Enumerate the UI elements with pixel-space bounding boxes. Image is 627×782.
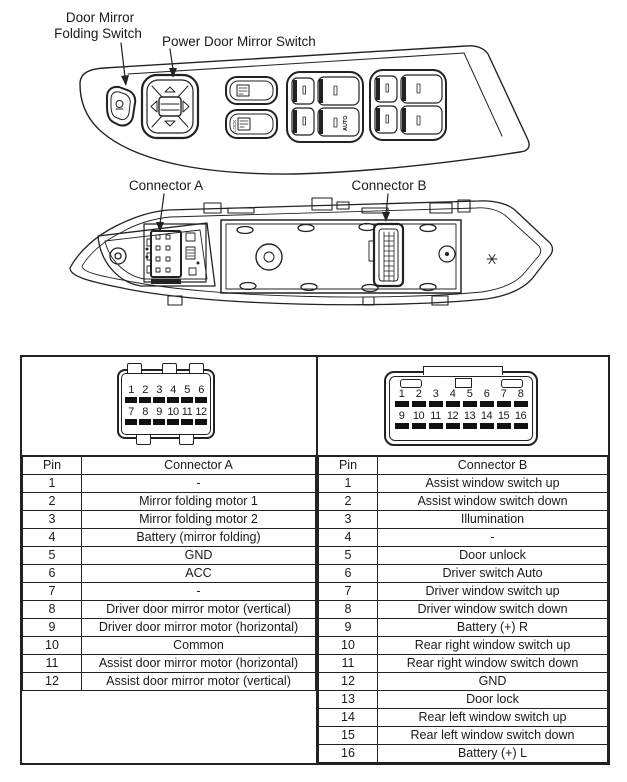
pinout-row <box>23 547 316 565</box>
pin-number-cell: 2 <box>319 493 378 511</box>
pin-contact <box>412 423 426 429</box>
pin-description-cell: Battery (mirror folding) <box>82 529 316 547</box>
pin-description-cell: Driver window switch up <box>378 583 608 601</box>
pinout-row <box>319 529 608 547</box>
pin-description-cell: Driver door mirror motor (vertical) <box>82 601 316 619</box>
pin-contact <box>463 401 477 407</box>
pin-number-cell: 1 <box>23 475 82 493</box>
panel-back-view-drawing <box>70 194 552 305</box>
pinout-row <box>23 601 316 619</box>
pin-contact <box>514 423 528 429</box>
pin-description-cell: Assist door mirror motor (vertical) <box>82 673 316 691</box>
pin-description-cell: Mirror folding motor 2 <box>82 511 316 529</box>
pin-contact <box>463 423 477 429</box>
pin-number: 2 <box>142 384 148 396</box>
pinout-row <box>319 691 608 709</box>
pin-number: 4 <box>449 388 456 400</box>
pin-contact <box>195 397 207 403</box>
connector-pin <box>512 410 529 432</box>
pin-contact <box>429 401 443 407</box>
pin-number: 7 <box>128 406 134 418</box>
pin-contact <box>153 419 165 425</box>
connector-pin <box>124 406 138 428</box>
pin-number: 13 <box>463 410 476 422</box>
pinout-row <box>319 493 608 511</box>
connector-pin <box>194 384 208 406</box>
pinout-row <box>23 673 316 691</box>
connector-slot <box>400 379 422 388</box>
label-folding-switch: Folding Switch <box>54 26 142 41</box>
connector-pin <box>152 406 166 428</box>
pin-number-cell: 10 <box>319 637 378 655</box>
connector-slot <box>455 378 472 388</box>
connector-pin <box>166 384 180 406</box>
pin-contact <box>125 419 137 425</box>
connector-pin <box>444 410 461 432</box>
connector-pin <box>180 384 194 406</box>
pinout-row <box>319 655 608 673</box>
connector-pin <box>478 410 495 432</box>
pinout-row <box>319 547 608 565</box>
pinout-row <box>23 475 316 493</box>
pin-number: 12 <box>195 406 207 418</box>
pin-description-cell: Assist window switch down <box>378 493 608 511</box>
connector-a-pin-diagram <box>117 369 215 439</box>
pinout-row <box>319 583 608 601</box>
connector-pin <box>138 406 152 428</box>
connector-pin <box>410 410 427 432</box>
pin-description-cell: Battery (+) L <box>378 745 608 763</box>
pin-description-cell: Mirror folding motor 1 <box>82 493 316 511</box>
connector-pin-row <box>123 406 209 428</box>
pin-description-cell: Door unlock <box>378 547 608 565</box>
pinout-row <box>319 475 608 493</box>
power-door-mirror-switch <box>142 75 198 138</box>
pin-number: 3 <box>156 384 162 396</box>
screw-mark <box>487 255 497 264</box>
pin-number: 5 <box>184 384 190 396</box>
pin-number-cell: 4 <box>23 529 82 547</box>
switch-panel-drawings <box>0 0 627 348</box>
pin-number-cell: 5 <box>23 547 82 565</box>
pin-contact <box>412 401 426 407</box>
pinout-section <box>20 355 610 765</box>
window-switch-group-1 <box>287 72 363 142</box>
panel-center-tray <box>221 220 461 293</box>
connector-tab <box>162 363 177 373</box>
connector-b-table <box>318 456 608 763</box>
folding-switch-arrowhead <box>121 75 129 86</box>
pin-number-cell: 16 <box>319 745 378 763</box>
mirror-icon <box>116 101 123 108</box>
pin-contact <box>395 401 409 407</box>
connector-tab <box>423 366 503 375</box>
connector-pin <box>461 410 478 432</box>
connector-pin-row <box>123 384 209 406</box>
pin-contact <box>497 401 511 407</box>
connector-pin <box>461 388 478 410</box>
connector-a-pin-diagram-cell <box>22 357 316 456</box>
up-arrow-icon <box>165 87 175 92</box>
pin-number-cell: 6 <box>23 565 82 583</box>
power-switch-arrow <box>170 49 173 69</box>
pinout-row <box>319 601 608 619</box>
connector-pin <box>180 406 194 428</box>
connector-a-column <box>22 357 318 763</box>
empty-cell <box>22 691 316 763</box>
connector-pin-row <box>390 410 532 432</box>
pin-number: 9 <box>398 410 405 422</box>
pin-number: 10 <box>412 410 425 422</box>
connector-pin <box>444 388 461 410</box>
connector-a-pins <box>123 384 209 428</box>
connector-a-arrow <box>160 194 164 224</box>
pinout-row <box>319 637 608 655</box>
connector-pin <box>166 406 180 428</box>
pin-number: 3 <box>432 388 439 400</box>
pin-number: 9 <box>156 406 162 418</box>
connector-slot <box>501 379 523 388</box>
pin-description-cell: GND <box>82 547 316 565</box>
pin-number: 14 <box>480 410 493 422</box>
pinout-row <box>23 511 316 529</box>
connector-b-drawing-back <box>369 224 403 286</box>
right-arrow-icon <box>183 101 189 112</box>
pin-number-cell: 13 <box>319 691 378 709</box>
connector-b-pin-diagram <box>384 371 538 446</box>
pin-description-cell: Door lock <box>378 691 608 709</box>
connector-tab <box>127 363 142 373</box>
auto-switch-label: AUTO <box>343 115 349 131</box>
pin-number: 4 <box>170 384 176 396</box>
pinout-row <box>319 727 608 745</box>
connector-pin <box>393 388 410 410</box>
window-switch-group-2 <box>370 70 446 140</box>
pin-number: 5 <box>466 388 473 400</box>
pin-description-cell: GND <box>378 673 608 691</box>
pin-number-cell: 7 <box>319 583 378 601</box>
pinout-row <box>23 565 316 583</box>
pin-number-cell: 9 <box>319 619 378 637</box>
pin-description-cell: Rear right window switch up <box>378 637 608 655</box>
left-arrow-icon <box>151 101 157 112</box>
connector-pin <box>194 406 208 428</box>
pin-number-cell: 8 <box>23 601 82 619</box>
pin-number-cell: 10 <box>23 637 82 655</box>
pin-contact <box>167 419 179 425</box>
pin-description-cell: - <box>378 529 608 547</box>
pinout-header-row <box>319 457 608 475</box>
pin-contact <box>125 397 137 403</box>
connector-tab <box>136 435 151 445</box>
pin-contact <box>195 419 207 425</box>
pin-number-cell: 6 <box>319 565 378 583</box>
folding-switch-arrow <box>121 43 125 77</box>
pin-contact <box>139 397 151 403</box>
pin-description-cell: Connector B <box>378 457 608 475</box>
connector-a-table <box>22 456 316 691</box>
label-connector-a: Connector A <box>128 178 204 193</box>
pin-contact <box>181 397 193 403</box>
pin-number-cell: 12 <box>23 673 82 691</box>
pin-number: 16 <box>514 410 527 422</box>
pin-number-cell: 3 <box>319 511 378 529</box>
connector-pin <box>478 388 495 410</box>
pin-contact <box>446 401 460 407</box>
pin-description-cell: - <box>82 475 316 493</box>
pin-number: 7 <box>500 388 507 400</box>
connector-b-pins <box>390 388 532 432</box>
pin-number: 15 <box>497 410 510 422</box>
connector-tab <box>189 363 204 373</box>
pin-description-cell: Battery (+) R <box>378 619 608 637</box>
pin-description-cell: Assist door mirror motor (horizontal) <box>82 655 316 673</box>
pinout-row <box>23 637 316 655</box>
pin-number-cell: 4 <box>319 529 378 547</box>
pin-contact <box>395 423 409 429</box>
pin-contact <box>446 423 460 429</box>
pin-number-cell: Pin <box>319 457 378 475</box>
pin-description-cell: - <box>82 583 316 601</box>
connector-b-column <box>318 357 608 763</box>
panel-front-view-drawing <box>80 43 529 174</box>
pin-number-cell: 2 <box>23 493 82 511</box>
pin-number-cell: 3 <box>23 511 82 529</box>
pin-contact <box>429 423 443 429</box>
pin-number-cell: 9 <box>23 619 82 637</box>
connector-pin <box>393 410 410 432</box>
connector-pin <box>495 410 512 432</box>
connector-pin <box>152 384 166 406</box>
pin-description-cell: Common <box>82 637 316 655</box>
pin-number-cell: 11 <box>319 655 378 673</box>
pinout-row <box>319 511 608 529</box>
pinout-row <box>319 619 608 637</box>
pinout-row <box>319 745 608 763</box>
pin-description-cell: Connector A <box>82 457 316 475</box>
connector-tab <box>179 435 194 445</box>
pinout-row <box>23 493 316 511</box>
connector-pin <box>138 384 152 406</box>
pinout-row <box>319 709 608 727</box>
connector-b-pin-diagram-cell <box>318 357 608 456</box>
pin-number: 12 <box>446 410 459 422</box>
pin-number: 6 <box>198 384 204 396</box>
pin-description-cell: Rear left window switch down <box>378 727 608 745</box>
pin-description-cell: Driver switch Auto <box>378 565 608 583</box>
pin-number: 1 <box>128 384 134 396</box>
pin-number-cell: Pin <box>23 457 82 475</box>
pin-number-cell: 14 <box>319 709 378 727</box>
lock-switch-label: LOCK <box>232 119 237 132</box>
connector-pin <box>512 388 529 410</box>
pin-number: 2 <box>415 388 422 400</box>
pinout-header-row <box>23 457 316 475</box>
connector-pin-row <box>390 388 532 410</box>
pinout-row <box>23 655 316 673</box>
door-mirror-folding-switch <box>107 87 135 126</box>
pinout-row <box>23 583 316 601</box>
pin-description-cell: ACC <box>82 565 316 583</box>
pin-description-cell: Assist window switch up <box>378 475 608 493</box>
connector-pin <box>495 388 512 410</box>
pin-description-cell: Rear right window switch down <box>378 655 608 673</box>
pin-contact <box>181 419 193 425</box>
connector-pin <box>124 384 138 406</box>
pinout-row <box>319 673 608 691</box>
pin-number: 8 <box>142 406 148 418</box>
pinout-row <box>23 619 316 637</box>
pin-contact <box>139 419 151 425</box>
pin-number-cell: 11 <box>23 655 82 673</box>
power-switch-arrowhead <box>169 68 177 78</box>
pin-description-cell: Rear left window switch up <box>378 709 608 727</box>
door-lock-switches <box>226 77 277 138</box>
pin-contact <box>497 423 511 429</box>
label-door-mirror: Door Mirror <box>65 10 135 25</box>
pin-number-cell: 5 <box>319 547 378 565</box>
pin-contact <box>167 397 179 403</box>
pin-contact <box>153 397 165 403</box>
pin-number-cell: 8 <box>319 601 378 619</box>
pin-number: 8 <box>517 388 524 400</box>
pinout-row <box>23 529 316 547</box>
down-arrow-icon <box>165 121 175 126</box>
connector-pin <box>427 388 444 410</box>
pin-description-cell: Driver door mirror motor (horizontal) <box>82 619 316 637</box>
pin-number-cell: 12 <box>319 673 378 691</box>
pin-number: 1 <box>398 388 405 400</box>
connector-pin <box>410 388 427 410</box>
pin-number: 6 <box>483 388 490 400</box>
pin-number-cell: 15 <box>319 727 378 745</box>
pin-contact <box>514 401 528 407</box>
pin-number: 10 <box>167 406 179 418</box>
label-connector-b: Connector B <box>351 178 427 193</box>
pin-number-cell: 1 <box>319 475 378 493</box>
pin-number-cell: 7 <box>23 583 82 601</box>
pin-number: 11 <box>181 406 193 418</box>
label-power-door-mirror-switch: Power Door Mirror Switch <box>162 34 316 49</box>
connector-pin <box>427 410 444 432</box>
pin-description-cell: Illumination <box>378 511 608 529</box>
pin-description-cell: Driver window switch down <box>378 601 608 619</box>
pin-contact <box>480 401 494 407</box>
pin-number: 11 <box>430 410 441 422</box>
pinout-row <box>319 565 608 583</box>
pin-contact <box>480 423 494 429</box>
